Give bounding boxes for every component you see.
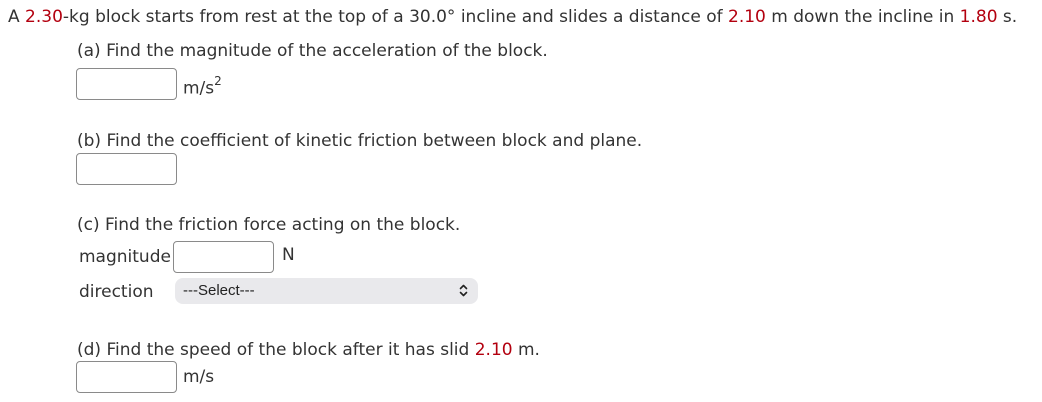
part-d-question-suffix: m. (512, 340, 540, 360)
mass-value: 2.30 (25, 7, 63, 27)
time-value: 1.80 (959, 7, 998, 27)
up-down-chevron-icon (459, 283, 468, 298)
problem-text-2: m down the incline in (765, 7, 960, 27)
part-d-question (77, 340, 540, 360)
magnitude-input[interactable] (173, 241, 274, 273)
direction-label: direction (79, 282, 154, 302)
magnitude-unit: N (282, 245, 295, 265)
part-b-question: (b) Find the coefficient of kinetic friction between block and plane. (77, 131, 643, 151)
part-d-unit: m/s (183, 367, 215, 387)
part-a-unit-exponent: 2 (214, 74, 222, 88)
problem-text-3: s. (997, 7, 1018, 27)
problem-statement (8, 7, 1017, 27)
part-d-question-prefix: (d) Find the speed of the block after it has slid (77, 340, 475, 360)
part-d-answer-input[interactable] (76, 361, 177, 393)
distance-value: 2.10 (728, 7, 766, 27)
part-b-answer-input[interactable] (76, 153, 177, 185)
direction-select[interactable] (175, 278, 478, 304)
direction-select-value: ---Select--- (183, 282, 255, 299)
part-a-question: (a) Find the magnitude of the acceleration of the block. (77, 41, 548, 61)
problem-text-1: -kg block starts from rest at the top of a 30.0° incline and slides a distance of (62, 7, 729, 27)
part-a-answer-input[interactable] (76, 68, 177, 100)
part-c-question: (c) Find the friction force acting on the block. (77, 215, 461, 235)
magnitude-label: magnitude (79, 247, 171, 267)
part-a-unit-base: m/s (183, 78, 215, 99)
part-a-unit (183, 73, 222, 99)
problem-prefix: A (8, 7, 26, 27)
part-d-distance-value: 2.10 (474, 340, 513, 360)
